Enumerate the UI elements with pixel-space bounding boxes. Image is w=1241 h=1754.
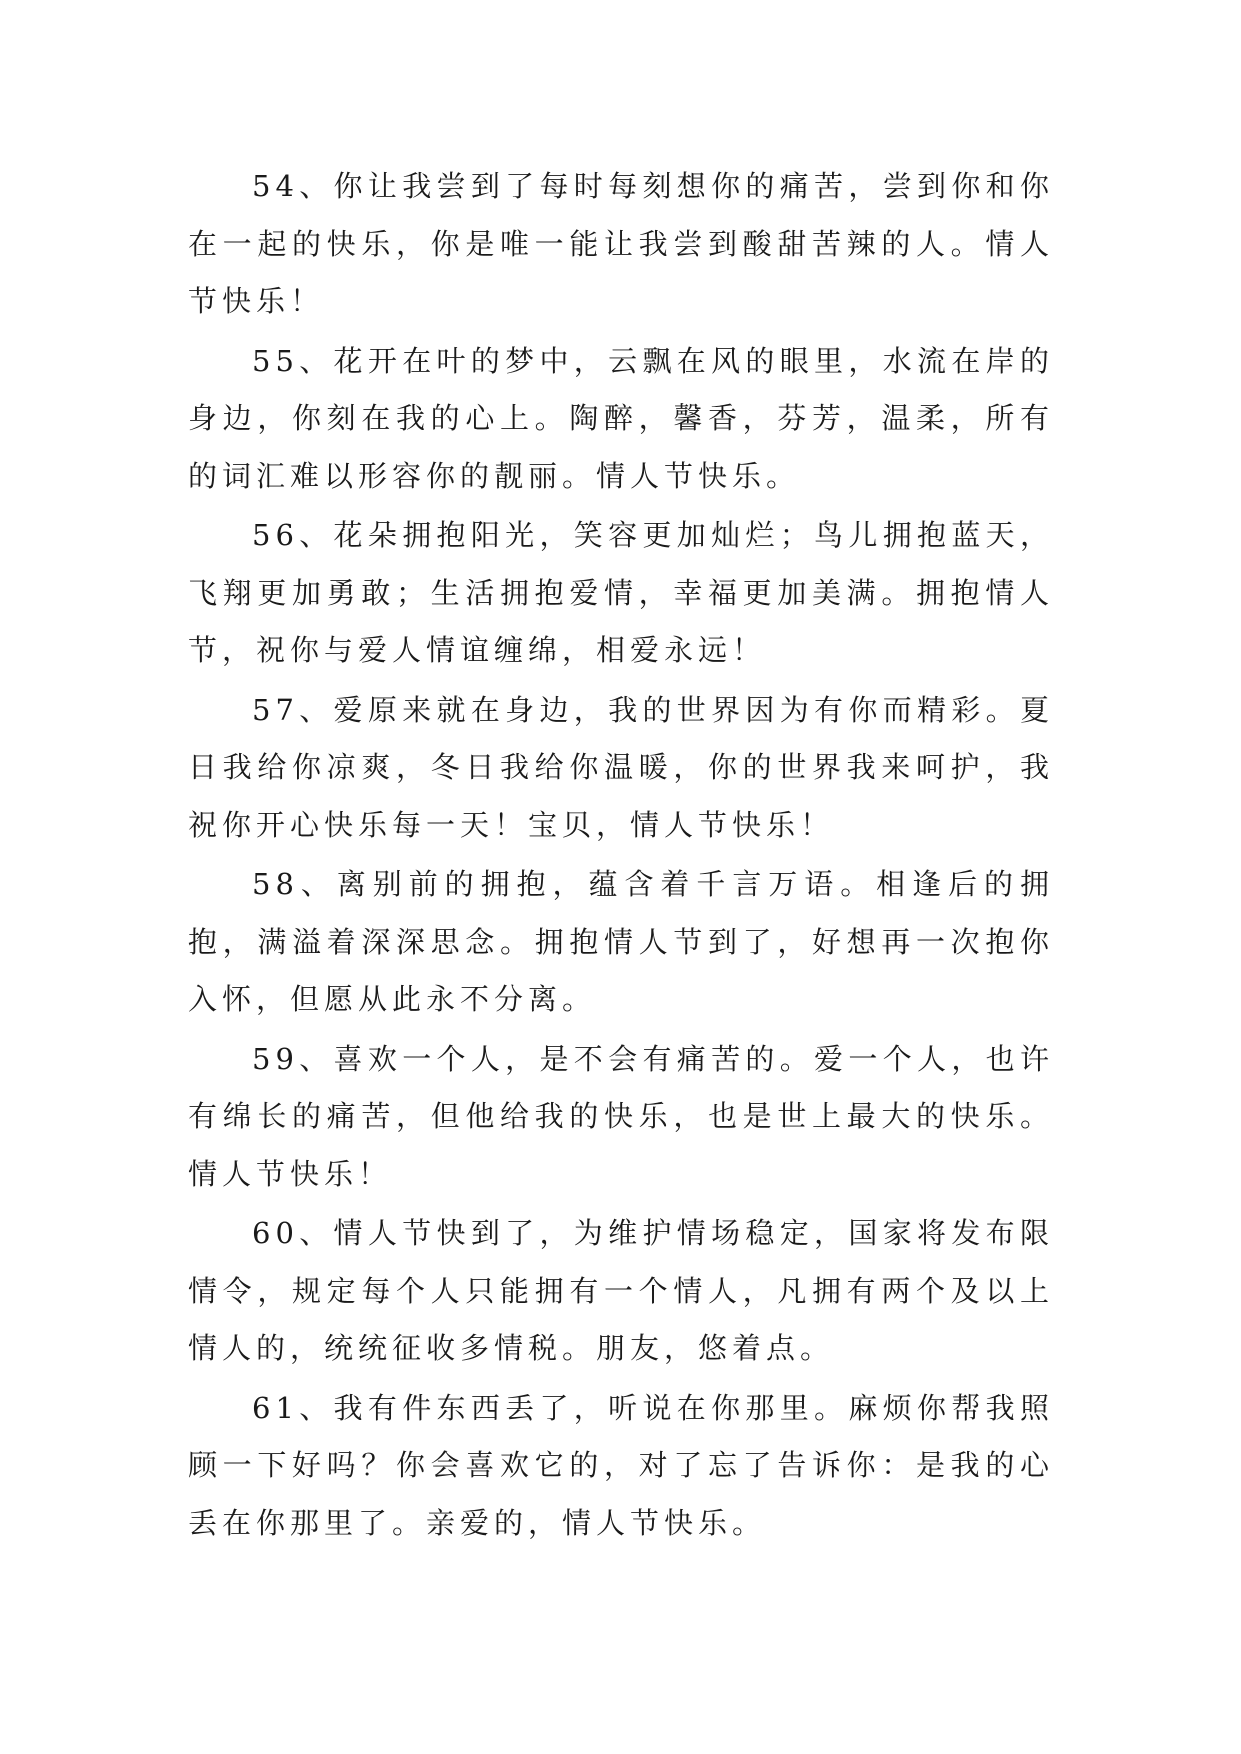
paragraph-61: 61、我有件东西丢了，听说在你那里。麻烦你帮我照顾一下好吗？你会喜欢它的，对了忘了告诉你：是我的心丢在你那里了。亲爱的，情人节快乐。 — [188, 1390, 1054, 1540]
paragraph-59: 59、喜欢一个人，是不会有痛苦的。爱一个人，也许有绵长的痛苦，但他给我的快乐，也是世上最大的快乐。情人节快乐！ — [188, 1041, 1054, 1191]
paragraph-58: 58、离别前的拥抱，蕴含着千言万语。相逢后的拥抱，满溢着深深思念。拥抱情人节到了，好想再一次抱你入怀，但愿从此永不分离。 — [188, 867, 1054, 1016]
paragraph-54: 54、你让我尝到了每时每刻想你的痛苦，尝到你和你在一起的快乐，你是唯一能让我尝到酸甜苦辣的人。情人节快乐！ — [188, 169, 1054, 318]
paragraph-55: 55、花开在叶的梦中，云飘在风的眼里，水流在岸的身边，你刻在我的心上。陶醉，馨香，芬芳，温柔，所有的词汇难以形容你的靓丽。情人节快乐。 — [188, 343, 1054, 493]
document-body — [188, 158, 1054, 1554]
paragraph-57: 57、爱原来就在身边，我的世界因为有你而精彩。夏日我给你凉爽，冬日我给你温暖，你的世界我来呵护，我祝你开心快乐每一天！宝贝，情人节快乐！ — [188, 692, 1054, 842]
paragraph-60: 60、情人节快到了，为维护情场稳定，国家将发布限情令，规定每个人只能拥有一个情人，凡拥有两个及以上情人的，统统征收多情税。朋友，悠着点。 — [188, 1216, 1054, 1365]
paragraph-56: 56、花朵拥抱阳光，笑容更加灿烂；鸟儿拥抱蓝天，飞翔更加勇敢；生活拥抱爱情，幸福更加美满。拥抱情人节，祝你与爱人情谊缠绵，相爱永远！ — [188, 518, 1054, 667]
